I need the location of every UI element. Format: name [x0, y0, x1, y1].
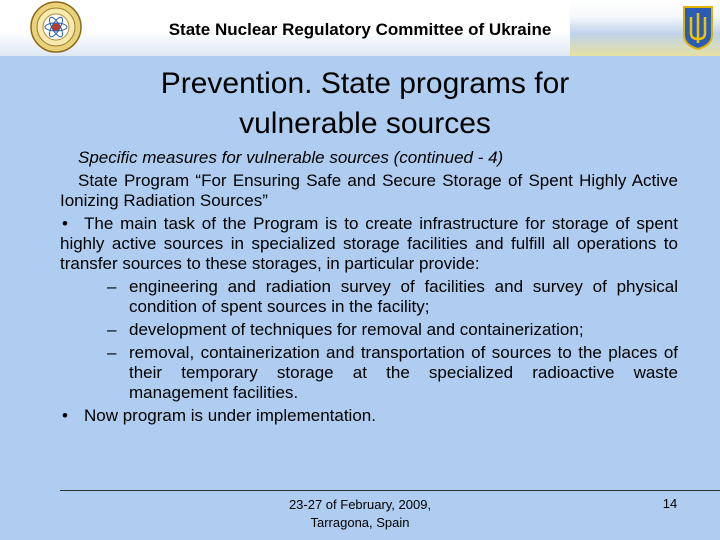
bullet-text: The main task of the Program is to create infrastructure for storage of spent highly active sources in specialized storage facilities and fulfill all operations to transfer sources to these storages, in particular provide:	[60, 214, 678, 273]
slide-title	[90, 64, 640, 144]
bullet-item	[60, 214, 678, 274]
bullet-item	[60, 406, 678, 426]
dash-mark: –	[107, 343, 117, 362]
page-number: 14	[662, 496, 678, 511]
slide-header	[0, 0, 720, 56]
bullet-text: Now program is under implementation.	[84, 406, 376, 425]
sub-item	[60, 277, 678, 317]
program-line: State Program “For Ensuring Safe and Secure Storage of Spent Highly Active Ionizing Radiation Sources”	[60, 171, 678, 210]
sub-item-text: removal, containerization and transportation of sources to the places of their temporary storage at the specialized radioactive waste management facilities.	[129, 343, 678, 402]
bullet-mark: •	[62, 406, 68, 425]
slide-title-line-1: Prevention. State programs for	[160, 67, 570, 100]
sub-item-text: development of techniques for removal and containerization;	[129, 320, 584, 339]
slide-body	[60, 148, 678, 429]
sub-item	[60, 320, 678, 340]
dash-mark: –	[107, 320, 117, 339]
footer-divider	[60, 490, 720, 491]
footer-date-line-2: Tarragona, Spain	[310, 515, 410, 530]
footer-date-line-1: 23-27 of February, 2009,	[288, 497, 432, 512]
sub-item	[60, 343, 678, 403]
dash-mark: –	[107, 277, 117, 296]
sub-item-text: engineering and radiation survey of facilities and survey of physical condition of spent sources in the facility;	[129, 277, 678, 316]
slide-title-line-2: vulnerable sources	[239, 107, 491, 140]
header-title: State Nuclear Regulatory Committee of Ukraine	[168, 20, 552, 39]
footer-date	[240, 496, 480, 532]
bullet-mark: •	[62, 214, 68, 233]
ukraine-trident-icon	[681, 5, 715, 51]
subtitle: Specific measures for vulnerable sources (continued - 4)	[78, 148, 504, 167]
